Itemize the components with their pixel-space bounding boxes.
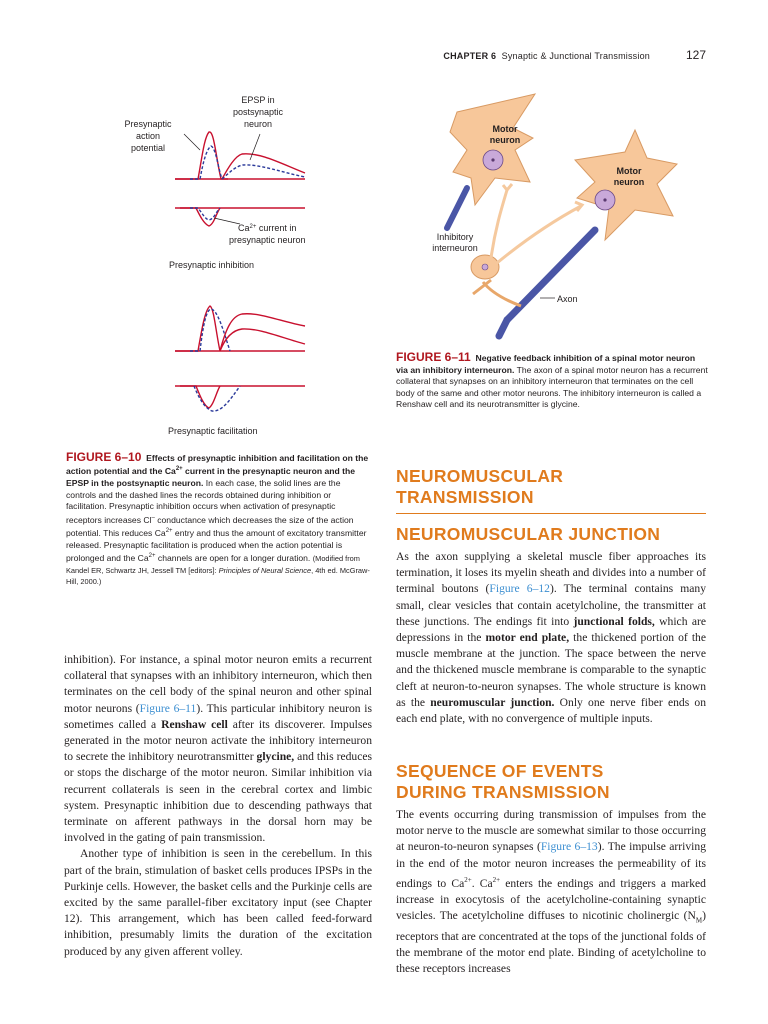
heading-rule-1 <box>396 513 706 514</box>
figure-6-10-labels <box>124 95 305 270</box>
chapter-label: CHAPTER 6 <box>443 51 497 61</box>
inhibition-traces <box>175 132 305 226</box>
heading-sequence-of-events: SEQUENCE OF EVENTS DURING TRANSMISSION <box>396 761 610 802</box>
epsp-label-line1: EPSP in <box>241 95 275 105</box>
running-header <box>0 48 768 64</box>
motor-neuron-1-body <box>450 94 535 205</box>
page-number: 127 <box>685 48 706 62</box>
presyn-label-line1: Presynaptic <box>124 119 172 129</box>
figure-6-11-title: Negative feedback inhibition of a spinal motor neuron via an inhibitory interneuron. <box>396 353 696 375</box>
inhibitory-label-line1: Inhibitory <box>436 232 474 242</box>
figure-6-11-svg <box>395 80 715 345</box>
ca-label-line2: presynaptic neuron <box>229 235 306 245</box>
figure-6-11-caption <box>396 352 708 411</box>
recurrent-collateral <box>483 282 521 306</box>
chapter-title: Synaptic & Junctional Transmission <box>501 51 650 61</box>
ap-facilitated-trace <box>190 309 230 351</box>
epsp-label-line3: neuron <box>243 119 273 129</box>
figure-6-10-caption <box>66 452 372 588</box>
figure-6-11-label: FIGURE 6–11 <box>396 350 471 364</box>
figure-6-10-credit: (Modified from Kandel ER, Schwartz JH, Jessell TM [editors]: Principles of Neural Science, 4th ed. McGraw-Hill, 2000.) <box>66 554 370 587</box>
figure-6-11 <box>395 80 715 345</box>
chapter-header <box>443 51 650 61</box>
heading-neuromuscular-transmission: NEUROMUSCULAR TRANSMISSION <box>396 466 564 507</box>
panel-label-facilitation: Presynaptic facilitation <box>168 426 258 436</box>
heading-neuromuscular-junction: NEUROMUSCULAR JUNCTION <box>396 524 661 544</box>
figure-6-11-text: The axon of a spinal motor neuron has a recurrent collateral that synapses on an inhibitory interneuron that terminates on the cell body of the same and other motor neurons. The inhibitory interneuron is called a Renshaw cell and its neurotransmitter is glycine. <box>396 364 708 410</box>
motor-neuron-1-label-line1: Motor <box>492 124 518 134</box>
figure-6-10 <box>110 88 370 443</box>
right-column-text-2 <box>396 807 706 977</box>
presyn-label-line3: potential <box>130 143 166 153</box>
motor-neuron-2-label-line2: neuron <box>613 177 645 187</box>
left-column-text <box>64 652 372 960</box>
figure-6-10-label: FIGURE 6–10 <box>66 450 142 464</box>
left-paragraph-2: Another type of inhibition is seen in the cerebellum. In this part of the brain, stimulation of basket cells produces IPSPs in the Purkinje cells. However, the basket cells and the Purkinje cells are excited by the same parallel-fiber excitatory input (see Chapter 12). This arrangement, which has been called feed-forward inhibition, presumably limits the duration of the excitation produced by any given afferent volley. <box>64 847 372 958</box>
panel-label-inhibition: Presynaptic inhibition <box>169 260 255 270</box>
axon-label: Axon <box>557 294 578 304</box>
figure-6-10-text: In each case, the solid lines are the controls and the dashed lines the records obtained during inhibition or facilitation. Presynaptic inhibition occurs when activation of presynaptic receptors increases Cl– conductance which decreases the size of the action potential. This reduces $Ca^{2+}$ entry and thus the amount of excitatory transmitter released. Presynaptic facilitation is produced when the action potential is prolonged and the $Ca^{2+}$ channels are open for a longer duration. <box>66 478 367 564</box>
epsp-inhibited-trace <box>222 165 305 179</box>
presyn-label-line2: action <box>135 131 161 141</box>
ca-label-line1: $Ca^{2+}$ current in <box>238 223 297 233</box>
left-paragraph-1: inhibition). For instance, a spinal motor neuron emits a recurrent collateral that synapses with an inhibitory interneuron, which then terminates on the cell body of the spinal neuron and other spinal motor neurons (Figure 6–11). This particular inhibitory neuron is sometimes called a Renshaw cell after its discoverer. Impulses generated in the motor neuron activate the inhibitory interneuron to secrete the inhibitory neurotransmitter glycine, and this reduces or stops the discharge of the motor neuron. Similar inhibition via recurrent collaterals is seen in the cerebral cortex and limbic system. Presynaptic inhibition due to descending pathways that terminate on afferent pathways in the dorsal horn may be involved in the gating of pain transmission. <box>64 653 373 845</box>
xref-figure-6-12[interactable]: Figure 6–12 <box>489 582 550 596</box>
motor-neuron-2-label-line1: Motor <box>616 166 642 176</box>
facilitation-traces <box>175 306 305 411</box>
motor-neuron-1-axon <box>447 188 467 228</box>
ap-control-trace-2 <box>175 306 220 351</box>
inhibitory-label-line2: interneuron <box>432 243 478 253</box>
right-paragraph-2: The events occurring during transmission of impulses from the motor nerve to the muscle are somewhat similar to those occurring at neuron-to-neuron synapses (Figure 6–13). The impulse arriving in the end of the motor neuron increases the permeability of its endings to $Ca^{2+}$. $Ca^{2+}$ enters the endings and triggers a marked increase in exocytosis of the acetylcholine-containing synaptic vesicles. The acetylcholine diffuses to nicotinic cholinergic $(N_M)$ receptors that are concentrated at the tops of the junctional folds of the membrane of the motor end plate. Binding of acetylcholine to these receptors increases <box>396 808 707 975</box>
interneuron-output-1 <box>491 190 507 258</box>
epsp-control-trace-2 <box>220 329 305 351</box>
figure-6-10-svg <box>110 88 370 443</box>
ca-control-trace-2 <box>180 386 220 408</box>
right-column-text-1 <box>396 549 706 727</box>
xref-figure-6-11[interactable]: Figure 6–11 <box>139 701 197 715</box>
right-paragraph-1: As the axon supplying a skeletal muscle fiber approaches its termination, it loses its myelin sheath and divides into a number of terminal boutons (Figure 6–12). The terminal contains many small, clear vesicles that contain acetylcholine, the transmitter at these junctions. The endings fit into junctional folds, which are depressions in the motor end plate, the thickened portion of the muscle membrane at the junction. The space between the nerve and the thickened muscle membrane is comparable to the synaptic cleft at neuron-to-neuron synapses. The whole structure is known as the neuromuscular junction. Only one nerve fiber ends on each end plate, with no convergence of multiple inputs. <box>396 550 707 726</box>
motor-neuron-1-label-line2: neuron <box>489 135 521 145</box>
figure-6-10-title: Effects of presynaptic inhibition and facilitation on the action potential and the $Ca^{2+}$ current in the presynaptic neuron and the EPSP in the postsynaptic neuron. <box>66 453 369 489</box>
xref-figure-6-13[interactable]: Figure 6–13 <box>540 840 598 854</box>
epsp-label-line2: postsynaptic <box>232 107 284 117</box>
